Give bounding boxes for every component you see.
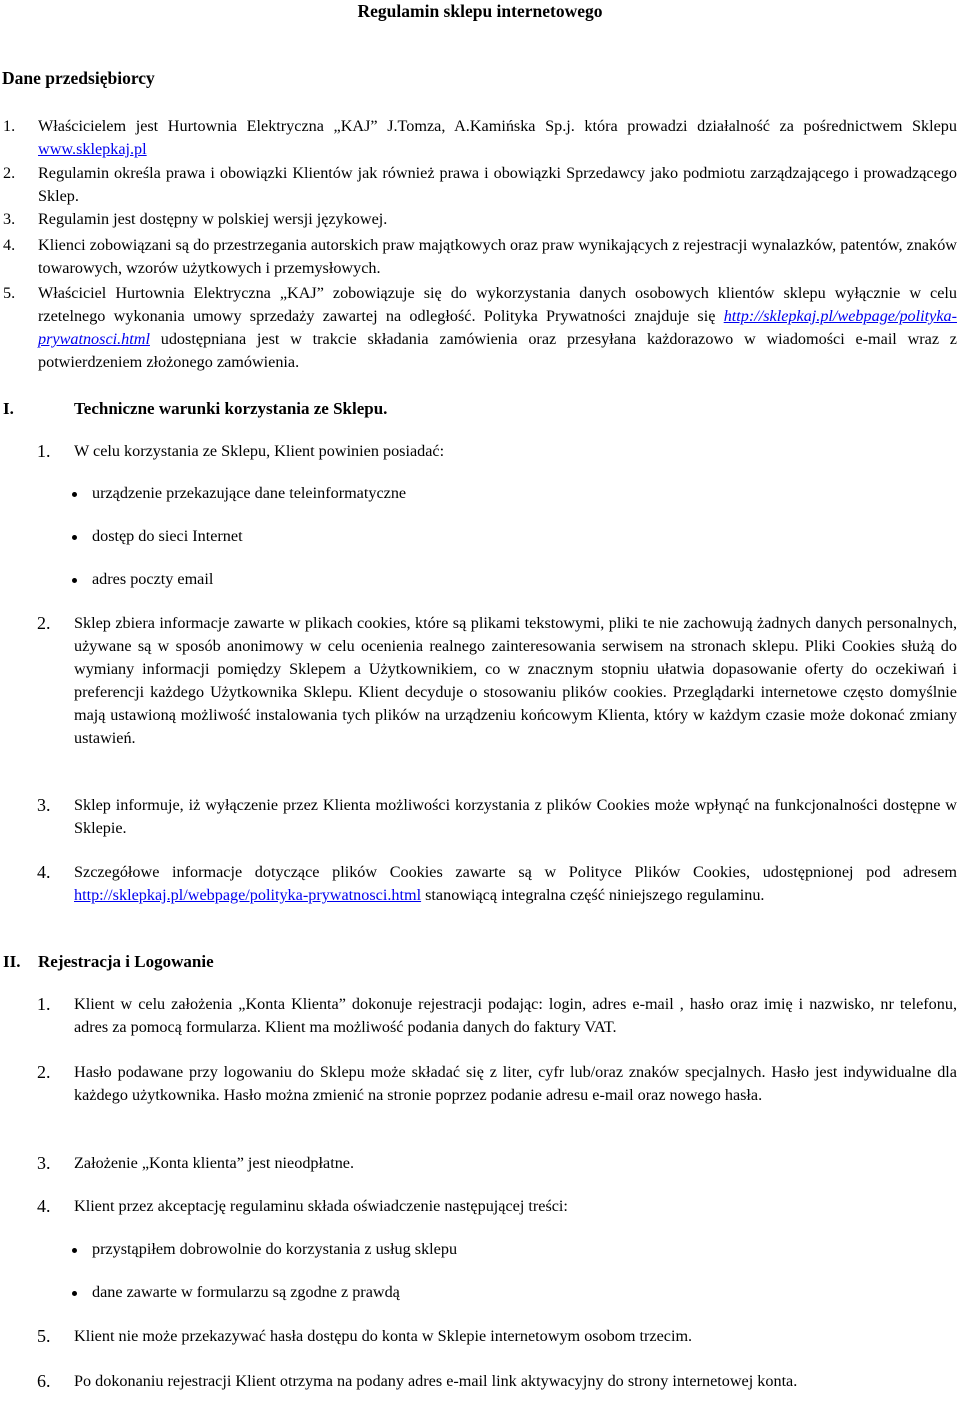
company-item-5: [3, 282, 957, 374]
section-2-heading: [3, 950, 214, 973]
website-link[interactable]: www.sklepkaj.pl: [38, 140, 147, 158]
section-2-item-6: [37, 1370, 957, 1393]
item-number: 4.: [37, 1196, 51, 1216]
item-text: Właścicielem jest Hurtownia Elektryczna „KAJ” J.Tomza, A.Kamińska Sp.j. która prowadzi działalność za pośrednictwem Sklepu: [38, 117, 957, 135]
company-item-3: [3, 208, 957, 231]
list-item: adres poczty email: [72, 568, 952, 591]
bullet-icon: [72, 578, 77, 583]
bullet-icon: [72, 1291, 77, 1296]
bullet-icon: [72, 492, 77, 497]
company-item-4: [3, 234, 957, 280]
item-text: W celu korzystania ze Sklepu, Klient powinien posiadać:: [74, 442, 445, 460]
section-2-item-5: [37, 1325, 957, 1348]
document-title: Regulamin sklepu internetowego: [357, 1, 603, 21]
item-number: 4.: [3, 236, 16, 254]
item-text: Regulamin określa prawa i obowiązki Klientów jak również prawa i obowiązki Sprzedawcy jako podmiotu zarządzającego i prowadzącego Sklep.: [38, 164, 957, 205]
list-item: urządzenie przekazujące dane teleinformatyczne: [72, 482, 952, 505]
list-item: dane zawarte w formularzu są zgodne z prawdą: [72, 1281, 952, 1304]
section-number: II.: [3, 952, 21, 971]
list-item: przystąpiłem dobrowolnie do korzystania z usług sklepu: [72, 1238, 952, 1261]
item-number: 5.: [37, 1326, 51, 1346]
list-item: dostęp do sieci Internet: [72, 525, 952, 548]
item-text: Regulamin jest dostępny w polskiej wersji językowej.: [38, 210, 388, 228]
item-number: 4.: [37, 862, 51, 882]
item-number: 2.: [37, 613, 51, 633]
section-1-heading: [3, 397, 387, 420]
section-2-item-1: [37, 993, 957, 1039]
item-number: 1.: [3, 117, 16, 135]
section-1-item-1: [37, 440, 957, 463]
bullet-icon: [72, 1248, 77, 1253]
item-text: Założenie „Konta klienta” jest nieodpłatne.: [74, 1154, 355, 1172]
item-number: 2.: [3, 164, 16, 182]
item-number: 2.: [37, 1062, 51, 1082]
company-item-1: [3, 115, 957, 161]
section-1-item-3: [37, 794, 957, 840]
item-text: Klient nie może przekazywać hasła dostępu do konta w Sklepie internetowym osobom trzecim.: [74, 1327, 693, 1345]
item-text: Właściciel Hurtownia Elektryczna „KAJ” zobowiązuje się do wykorzystania danych osobowych klientów sklepu wyłącznie w celu rzetelnego wykonania umowy sprzedaży zawartej na odległość. Polityka Prywatności znajduje się: [38, 284, 957, 325]
company-item-2: [3, 162, 957, 208]
section-2-item-4: [37, 1195, 957, 1218]
section-1-item-4: [37, 861, 957, 907]
bullet-icon: [72, 535, 77, 540]
section-title: Techniczne warunki korzystania ze Sklepu.: [74, 399, 388, 418]
item-text: Sklep zbiera informacje zawarte w plikach cookies, które są plikami tekstowymi, pliki te nie zachowują żadnych danych personalnych, używane są w sposób anonimowy w celu ocenienia realnego zainteresowania serwisem na stronach sklepu. Pliki Cookies służą do wymiany informacji pomiędzy Sklepem a Użytkownikiem, co w znacznym stopniu ułatwia dopasowanie oferty do oczekiwań i preferencji każdego Użytkownika Sklepu. Klient decyduje o stosowaniu plików cookies. Przeglądarki internetowe często domyślnie mają ustawioną możliwość instalowania tych plików na urządzeniu końcowym Klienta, który w każdym czasie może dokonać zmiany ustawień.: [74, 614, 957, 747]
item-number: 3.: [37, 795, 51, 815]
item-text: Po dokonaniu rejestracji Klient otrzyma na podany adres e-mail link aktywacyjny do strony internetowej konta.: [74, 1372, 798, 1390]
cookies-policy-link[interactable]: http://sklepkaj.pl/webpage/polityka-prywatnosci.html: [74, 886, 422, 904]
item-text-cont: udostępniana jest w trakcie składania zamówienia oraz przesyłana każdorazowo w wiadomości e-mail wraz z potwierdzeniem złożonego zamówienia.: [38, 330, 957, 371]
item-number: 1.: [37, 994, 51, 1014]
item-number: 1.: [37, 441, 51, 461]
item-text: Sklep informuje, iż wyłączenie przez Klienta możliwości korzystania z plików Cookies może wpłynąć na funkcjonalności dostępne w Sklepie.: [74, 796, 957, 837]
item-text: Klient w celu założenia „Konta Klienta” dokonuje rejestracji podając: login, adres e-mail , hasło oraz imię i nazwisko, nr telefonu, adres za pomocą formularza. Klient ma możliwość podania danych do faktury VAT.: [74, 995, 957, 1036]
privacy-policy-link[interactable]: http://sklepkaj.pl/webpage/polityka-prywatnosci.html: [38, 307, 957, 348]
item-number: 6.: [37, 1371, 51, 1391]
item-text: Klienci zobowiązani są do przestrzegania autorskich praw majątkowych oraz praw wynikających z rejestracji wynalazków, patentów, znaków towarowych, wzorów użytkowych i przemysłowych.: [38, 236, 957, 277]
section-2-item-2: [37, 1061, 957, 1107]
section-number: I.: [3, 399, 14, 418]
item-text: Klient przez akceptację regulaminu składa oświadczenie następującej treści:: [74, 1197, 568, 1215]
item-text-cont: stanowiącą integralna część niniejszego regulaminu.: [421, 886, 765, 904]
section-1-item-2: [37, 612, 957, 750]
item-text: Szczegółowe informacje dotyczące plików Cookies zawarte są w Polityce Plików Cookies, udostępnionej pod adresem: [74, 863, 957, 881]
item-text: Hasło podawane przy logowaniu do Sklepu może składać się z liter, cyfr lub/oraz znaków specjalnych. Hasło jest indywidualne dla każdego użytkownika. Hasło można zmienić na stronie poprzez podanie adresu e-mail oraz nowego hasła.: [74, 1063, 957, 1104]
company-heading: Dane przedsiębiorcy: [2, 68, 155, 88]
section-title: Rejestracja i Logowanie: [38, 952, 214, 971]
item-number: 3.: [37, 1153, 51, 1173]
item-number: 5.: [3, 284, 16, 302]
item-number: 3.: [3, 210, 16, 228]
section-2-item-3: [37, 1152, 957, 1175]
